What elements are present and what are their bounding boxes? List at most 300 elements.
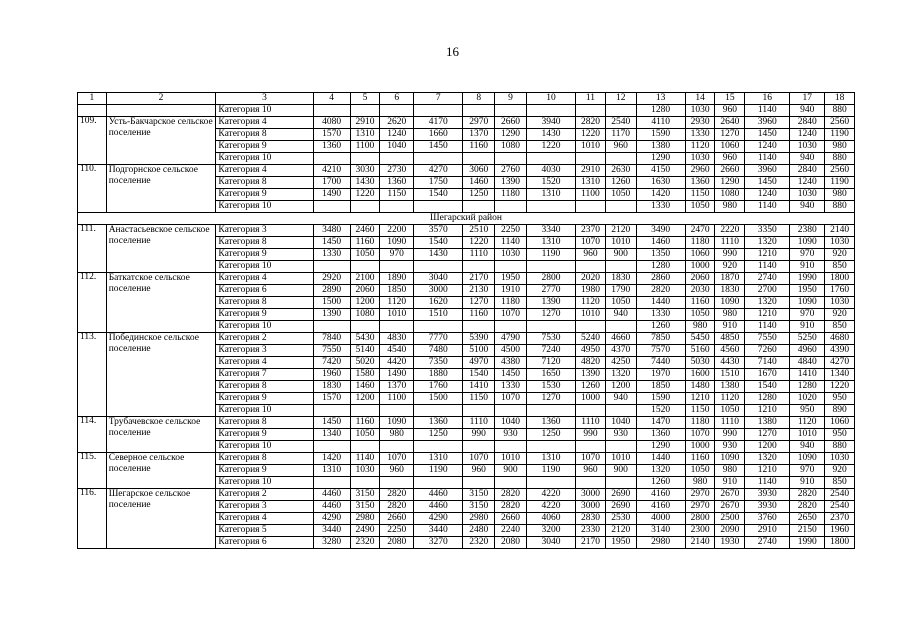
value-cell: 960	[576, 465, 606, 477]
value-cell: 1360	[414, 417, 463, 429]
value-cell: 3000	[414, 285, 463, 297]
value-cell: 1360	[685, 177, 715, 189]
value-cell: 3040	[414, 273, 463, 285]
value-cell: 920	[825, 309, 855, 321]
value-cell: 880	[825, 153, 855, 165]
value-cell: 1210	[745, 465, 790, 477]
value-cell: 4290	[414, 513, 463, 525]
value-cell: 1000	[685, 261, 715, 273]
value-cell: 7260	[745, 345, 790, 357]
value-cell	[350, 441, 380, 453]
value-cell: 2120	[605, 525, 636, 537]
value-cell: 1420	[636, 189, 685, 201]
value-cell: 4790	[495, 333, 527, 345]
table-row	[78, 105, 855, 117]
value-cell: 900	[495, 465, 527, 477]
column-header: 5	[350, 93, 380, 105]
value-cell: 2540	[825, 489, 855, 501]
value-cell: 1200	[745, 441, 790, 453]
value-cell: 1120	[380, 297, 414, 309]
value-cell: 1090	[715, 297, 745, 309]
value-cell: 1970	[636, 369, 685, 381]
value-cell	[414, 261, 463, 273]
value-cell: 1040	[495, 417, 527, 429]
value-cell: 1650	[526, 369, 575, 381]
value-cell: 2330	[576, 525, 606, 537]
value-cell	[576, 105, 606, 117]
value-cell	[414, 201, 463, 213]
value-cell: 1430	[350, 177, 380, 189]
column-header: 12	[605, 93, 636, 105]
value-cell: 1390	[576, 369, 606, 381]
value-cell: 1050	[685, 465, 715, 477]
page-number: 16	[446, 44, 459, 59]
value-cell: 1160	[463, 141, 495, 153]
value-cell: 3150	[463, 489, 495, 501]
value-cell: 1070	[495, 309, 527, 321]
value-cell: 4840	[790, 357, 825, 369]
value-cell	[576, 441, 606, 453]
table-row	[78, 117, 855, 129]
value-cell: 2930	[685, 117, 715, 129]
value-cell: 1850	[380, 285, 414, 297]
value-cell: 1020	[790, 393, 825, 405]
value-cell: 2660	[495, 513, 527, 525]
value-cell: 1450	[313, 417, 350, 429]
value-cell: 1200	[350, 297, 380, 309]
value-cell: 2700	[745, 285, 790, 297]
value-cell: 1590	[636, 129, 685, 141]
value-cell: 910	[790, 261, 825, 273]
category-cell: Категория 10	[216, 261, 313, 273]
value-cell: 1390	[495, 177, 527, 189]
value-cell: 4680	[825, 333, 855, 345]
table-row	[78, 333, 855, 345]
value-cell	[576, 321, 606, 333]
value-cell	[380, 321, 414, 333]
category-cell: Категория 8	[216, 129, 313, 141]
settlement-name: Побединское сельское поселение	[106, 333, 216, 417]
value-cell: 7440	[636, 357, 685, 369]
value-cell	[313, 321, 350, 333]
value-cell: 1160	[685, 453, 715, 465]
value-cell: 1430	[414, 249, 463, 261]
value-cell: 1460	[636, 237, 685, 249]
value-cell: 1330	[313, 249, 350, 261]
value-cell	[576, 477, 606, 489]
value-cell: 900	[605, 249, 636, 261]
value-cell: 2820	[790, 489, 825, 501]
column-header: 2	[106, 93, 216, 105]
category-cell: Категория 9	[216, 465, 313, 477]
value-cell: 1950	[790, 285, 825, 297]
column-header: 18	[825, 93, 855, 105]
value-cell: 2690	[605, 501, 636, 513]
value-cell: 1460	[350, 381, 380, 393]
value-cell: 1010	[576, 309, 606, 321]
value-cell: 1050	[605, 297, 636, 309]
value-cell: 1150	[380, 189, 414, 201]
value-cell	[350, 405, 380, 417]
value-cell: 1060	[825, 417, 855, 429]
value-cell: 1090	[790, 237, 825, 249]
value-cell: 1030	[685, 153, 715, 165]
value-cell	[495, 477, 527, 489]
value-cell: 1030	[790, 189, 825, 201]
value-cell: 1280	[745, 393, 790, 405]
value-cell	[526, 153, 575, 165]
value-cell: 2820	[495, 501, 527, 513]
value-cell: 4850	[715, 333, 745, 345]
value-cell: 1390	[313, 309, 350, 321]
value-cell: 2800	[526, 273, 575, 285]
value-cell: 2370	[825, 513, 855, 525]
value-cell: 1070	[463, 453, 495, 465]
value-cell: 1050	[715, 405, 745, 417]
value-cell: 7770	[414, 333, 463, 345]
column-header: 14	[685, 93, 715, 105]
value-cell: 1140	[350, 453, 380, 465]
value-cell: 3150	[350, 489, 380, 501]
value-cell: 1090	[380, 417, 414, 429]
value-cell: 2820	[495, 489, 527, 501]
value-cell: 1290	[636, 153, 685, 165]
value-cell: 3140	[636, 525, 685, 537]
value-cell: 1180	[495, 189, 527, 201]
value-cell: 990	[463, 429, 495, 441]
value-cell: 1270	[526, 309, 575, 321]
value-cell: 1280	[790, 381, 825, 393]
value-cell: 4500	[495, 345, 527, 357]
value-cell: 5140	[350, 345, 380, 357]
value-cell: 1530	[526, 381, 575, 393]
category-cell: Категория 3	[216, 225, 313, 237]
value-cell: 7420	[313, 357, 350, 369]
value-cell: 940	[605, 309, 636, 321]
value-cell: 1670	[745, 369, 790, 381]
value-cell: 2970	[685, 489, 715, 501]
value-cell: 2650	[790, 513, 825, 525]
value-cell: 3040	[526, 537, 575, 549]
category-cell: Категория 4	[216, 357, 313, 369]
column-header: 8	[463, 93, 495, 105]
value-cell: 2470	[685, 225, 715, 237]
value-cell: 1150	[463, 393, 495, 405]
value-cell: 5020	[350, 357, 380, 369]
value-cell: 3280	[313, 537, 350, 549]
value-cell: 1010	[605, 453, 636, 465]
value-cell: 1120	[790, 417, 825, 429]
value-cell: 5250	[790, 333, 825, 345]
value-cell: 1260	[636, 477, 685, 489]
value-cell: 1800	[825, 537, 855, 549]
value-cell: 1760	[414, 381, 463, 393]
value-cell: 1540	[745, 381, 790, 393]
value-cell: 2100	[350, 273, 380, 285]
value-cell: 4210	[313, 165, 350, 177]
value-cell: 980	[685, 321, 715, 333]
value-cell: 960	[380, 465, 414, 477]
value-cell: 1010	[605, 237, 636, 249]
value-cell	[380, 477, 414, 489]
value-cell: 2800	[685, 513, 715, 525]
value-cell: 2250	[380, 525, 414, 537]
category-cell: Категория 8	[216, 417, 313, 429]
value-cell: 2860	[636, 273, 685, 285]
value-cell: 5430	[350, 333, 380, 345]
value-cell: 850	[825, 477, 855, 489]
value-cell: 1190	[526, 249, 575, 261]
value-cell: 7550	[313, 345, 350, 357]
value-cell	[605, 105, 636, 117]
column-header: 13	[636, 93, 685, 105]
value-cell: 1050	[685, 201, 715, 213]
value-cell: 1180	[685, 237, 715, 249]
value-cell: 1060	[685, 249, 715, 261]
value-cell: 2170	[576, 537, 606, 549]
value-cell	[576, 153, 606, 165]
value-cell: 2820	[380, 501, 414, 513]
value-cell: 970	[790, 309, 825, 321]
value-cell	[350, 261, 380, 273]
value-cell: 2380	[790, 225, 825, 237]
value-cell: 1110	[576, 417, 606, 429]
value-cell: 2670	[715, 501, 745, 513]
value-cell: 3930	[745, 489, 790, 501]
value-cell: 1070	[576, 237, 606, 249]
value-cell: 1260	[605, 177, 636, 189]
value-cell: 2980	[636, 537, 685, 549]
value-cell: 900	[605, 465, 636, 477]
value-cell: 2080	[380, 537, 414, 549]
value-cell	[605, 477, 636, 489]
value-cell: 1220	[350, 189, 380, 201]
value-cell: 1030	[825, 453, 855, 465]
value-cell: 2250	[495, 225, 527, 237]
category-cell: Категория 7	[216, 369, 313, 381]
value-cell	[463, 153, 495, 165]
value-cell: 1060	[715, 141, 745, 153]
value-cell: 1540	[463, 369, 495, 381]
value-cell: 1110	[463, 417, 495, 429]
value-cell: 1150	[685, 189, 715, 201]
value-cell: 850	[825, 321, 855, 333]
value-cell	[576, 261, 606, 273]
value-cell: 4950	[576, 345, 606, 357]
value-cell: 1190	[825, 177, 855, 189]
settlement-name	[106, 105, 216, 117]
value-cell: 1080	[495, 141, 527, 153]
value-cell: 1120	[715, 393, 745, 405]
value-cell: 960	[605, 141, 636, 153]
value-cell: 1140	[745, 477, 790, 489]
value-cell	[414, 405, 463, 417]
value-cell: 1270	[715, 129, 745, 141]
value-cell: 910	[790, 477, 825, 489]
category-cell: Категория 8	[216, 453, 313, 465]
value-cell: 990	[715, 429, 745, 441]
value-cell: 1450	[745, 129, 790, 141]
value-cell: 3200	[526, 525, 575, 537]
value-cell: 1380	[715, 381, 745, 393]
value-cell: 2660	[380, 513, 414, 525]
value-cell: 1360	[636, 429, 685, 441]
value-cell: 1180	[495, 297, 527, 309]
column-header: 4	[313, 93, 350, 105]
value-cell: 4820	[576, 357, 606, 369]
category-cell: Категория 10	[216, 477, 313, 489]
value-cell	[313, 405, 350, 417]
value-cell: 1330	[685, 129, 715, 141]
value-cell: 3440	[313, 525, 350, 537]
value-cell: 1080	[350, 309, 380, 321]
value-cell: 1190	[414, 465, 463, 477]
value-cell: 940	[790, 105, 825, 117]
value-cell: 1070	[380, 453, 414, 465]
value-cell	[350, 321, 380, 333]
value-cell: 1110	[463, 249, 495, 261]
table-row	[78, 417, 855, 429]
column-header: 7	[414, 93, 463, 105]
category-cell: Категория 3	[216, 345, 313, 357]
value-cell	[495, 201, 527, 213]
value-cell: 1160	[350, 237, 380, 249]
district-row	[78, 213, 855, 225]
value-cell: 2540	[605, 117, 636, 129]
value-cell: 4160	[636, 489, 685, 501]
value-cell	[313, 201, 350, 213]
value-cell: 7140	[745, 357, 790, 369]
value-cell: 4270	[825, 357, 855, 369]
value-cell: 1520	[636, 405, 685, 417]
value-cell: 1490	[380, 369, 414, 381]
value-cell: 3000	[576, 501, 606, 513]
value-cell: 1360	[526, 417, 575, 429]
value-cell: 1350	[636, 249, 685, 261]
value-cell: 5160	[685, 345, 715, 357]
value-cell	[605, 261, 636, 273]
value-cell: 930	[715, 441, 745, 453]
value-cell: 910	[715, 321, 745, 333]
value-cell: 2690	[605, 489, 636, 501]
value-cell: 4830	[380, 333, 414, 345]
value-cell: 1990	[790, 273, 825, 285]
value-cell: 5100	[463, 345, 495, 357]
column-header: 15	[715, 93, 745, 105]
value-cell: 1580	[350, 369, 380, 381]
value-cell	[350, 105, 380, 117]
value-cell: 1660	[414, 129, 463, 141]
value-cell	[414, 441, 463, 453]
value-cell: 2560	[825, 117, 855, 129]
value-cell: 1790	[605, 285, 636, 297]
value-cell: 940	[790, 201, 825, 213]
value-cell: 950	[825, 429, 855, 441]
value-cell: 3270	[414, 537, 463, 549]
value-cell: 2560	[825, 165, 855, 177]
value-cell	[495, 153, 527, 165]
value-cell	[463, 321, 495, 333]
value-cell: 1030	[350, 465, 380, 477]
value-cell: 1180	[685, 417, 715, 429]
value-cell: 2300	[685, 525, 715, 537]
value-cell: 960	[715, 105, 745, 117]
value-cell: 1870	[715, 273, 745, 285]
category-cell: Категория 6	[216, 285, 313, 297]
value-cell: 2760	[495, 165, 527, 177]
value-cell: 1310	[414, 453, 463, 465]
value-cell: 1040	[380, 141, 414, 153]
value-cell: 930	[605, 429, 636, 441]
settlement-index: 116.	[78, 489, 107, 549]
value-cell: 1320	[745, 453, 790, 465]
value-cell	[605, 153, 636, 165]
value-cell: 980	[380, 429, 414, 441]
value-cell: 1290	[715, 177, 745, 189]
value-cell: 1260	[636, 321, 685, 333]
category-cell: Категория 10	[216, 405, 313, 417]
settlement-index: 115.	[78, 453, 107, 489]
value-cell: 2820	[576, 117, 606, 129]
value-cell: 1950	[605, 537, 636, 549]
column-header: 3	[216, 93, 313, 105]
value-cell: 7570	[636, 345, 685, 357]
value-cell: 1240	[790, 129, 825, 141]
value-cell: 3350	[745, 225, 790, 237]
value-cell: 1190	[825, 129, 855, 141]
value-cell: 2540	[825, 501, 855, 513]
value-cell: 4220	[526, 501, 575, 513]
value-cell: 1490	[313, 189, 350, 201]
value-cell: 2240	[495, 525, 527, 537]
value-cell: 950	[790, 405, 825, 417]
value-cell: 1070	[495, 393, 527, 405]
value-cell: 2120	[605, 225, 636, 237]
value-cell: 980	[715, 465, 745, 477]
value-cell	[463, 405, 495, 417]
value-cell: 1030	[790, 141, 825, 153]
value-cell: 920	[825, 465, 855, 477]
category-cell: Категория 2	[216, 489, 313, 501]
value-cell: 1450	[414, 141, 463, 153]
value-cell: 1880	[414, 369, 463, 381]
category-cell: Категория 4	[216, 273, 313, 285]
value-cell: 1460	[463, 177, 495, 189]
value-cell: 4110	[636, 117, 685, 129]
district-name: Шегарский район	[78, 213, 855, 225]
value-cell	[463, 105, 495, 117]
value-cell: 1360	[380, 177, 414, 189]
value-cell: 5450	[685, 333, 715, 345]
value-cell: 960	[576, 249, 606, 261]
settlement-index: 111.	[78, 225, 107, 273]
value-cell: 2140	[825, 225, 855, 237]
value-cell	[495, 261, 527, 273]
value-cell: 1000	[576, 393, 606, 405]
value-cell: 2920	[313, 273, 350, 285]
value-cell	[526, 261, 575, 273]
value-cell: 1110	[715, 417, 745, 429]
category-cell: Категория 9	[216, 309, 313, 321]
value-cell	[463, 261, 495, 273]
value-cell: 1910	[495, 285, 527, 297]
value-cell: 1370	[463, 129, 495, 141]
value-cell: 4540	[380, 345, 414, 357]
column-header: 6	[380, 93, 414, 105]
value-cell: 1340	[825, 369, 855, 381]
value-cell: 4080	[313, 117, 350, 129]
column-header: 17	[790, 93, 825, 105]
